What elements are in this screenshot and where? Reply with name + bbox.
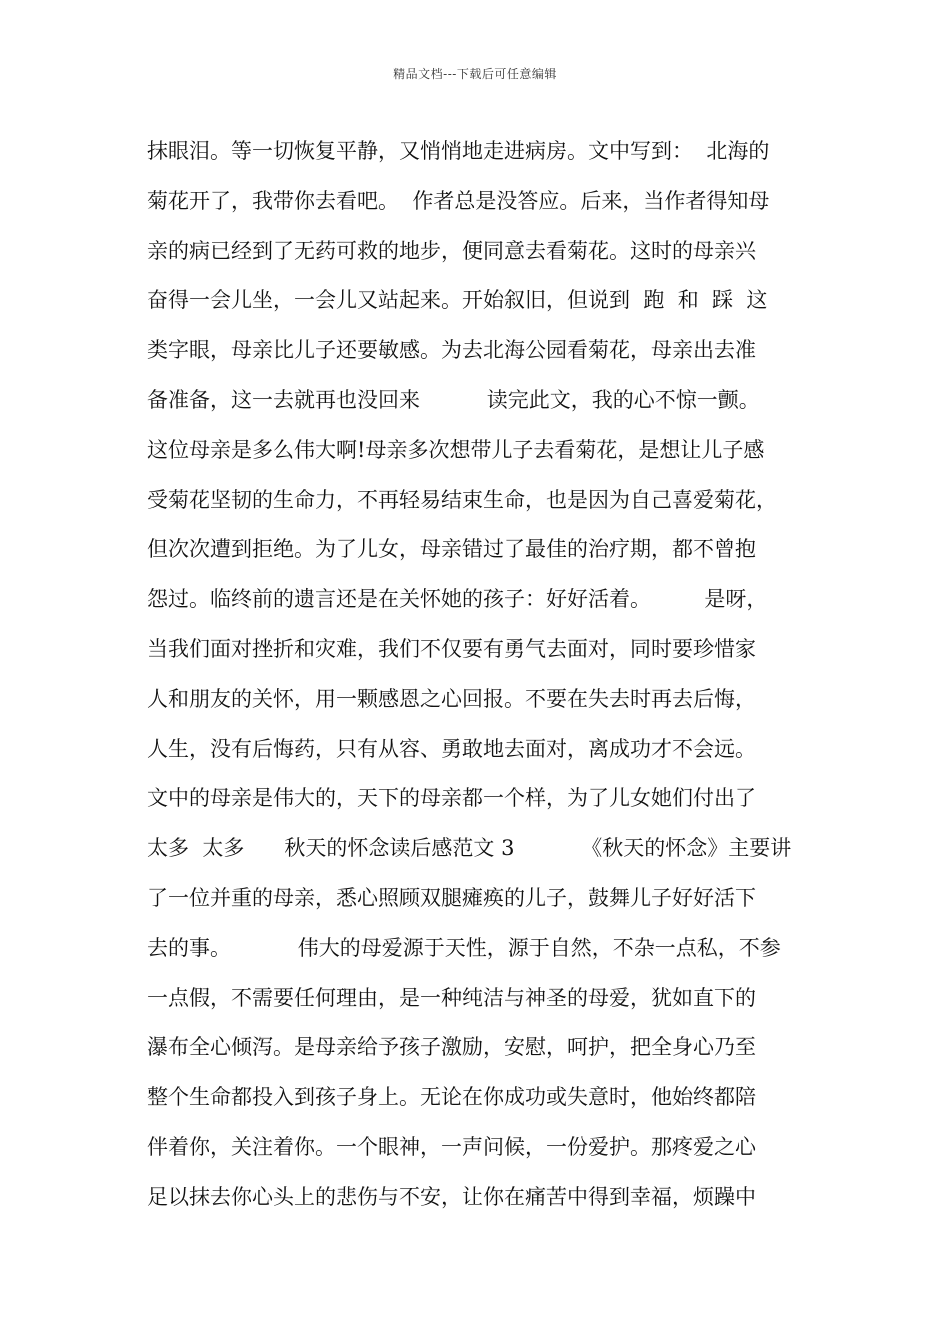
text-line: 怨过。临终前的遗言还是在关怀她的孩子：好好活着。 是呀，: [147, 587, 768, 612]
text-line: 当我们面对挫折和灾难，我们不仅要有勇气去面对，同时要珍惜家: [147, 636, 756, 661]
text-line: 文中的母亲是伟大的，天下的母亲都一个样，为了儿女她们付出了: [147, 786, 756, 811]
text-line: 伴着你，关注着你。一个眼神，一声问候，一份爱护。那疼爱之心: [147, 1134, 756, 1159]
page-header: 精品文档---下载后可任意编辑: [393, 67, 557, 81]
text-line: 亲的病已经到了无药可救的地步，便同意去看菊花。这时的母亲兴: [147, 238, 756, 263]
text-line: 太多 太多 秋天的怀念读后感范文 3 《秋天的怀念》主要讲: [147, 836, 792, 861]
text-line: 奋得一会儿坐，一会儿又站起来。开始叙旧，但说到 跑 和 踩 这: [147, 288, 768, 313]
text-line: 人和朋友的关怀，用一颗感恩之心回报。不要在失去时再去后悔，: [147, 686, 756, 711]
text-line: 瀑布全心倾泻。是母亲给予孩子激励，安慰，呵护，把全身心乃至: [147, 1035, 756, 1060]
document-body: [147, 131, 837, 1227]
text-line: 备准备，这一去就再也没回来 读完此文，我的心不惊一颤。: [147, 387, 760, 412]
text-line: 菊花开了，我带你去看吧。 作者总是没答应。后来，当作者得知母: [147, 188, 770, 213]
text-line: 去的事。 伟大的母爱源于天性，源于自然，不杂一点私，不参: [147, 935, 781, 960]
text-line: 但次次遭到拒绝。为了儿女，母亲错过了最佳的治疗期，都不曾抱: [147, 537, 756, 562]
text-line: 这位母亲是多么伟大啊!母亲多次想带儿子去看菊花，是想让儿子感: [147, 437, 765, 462]
text-line: 抹眼泪。等一切恢复平静，又悄悄地走进病房。文中写到： 北海的: [147, 139, 770, 163]
text-line: 了一位并重的母亲，悉心照顾双腿瘫痪的儿子，鼓舞儿子好好活下: [147, 885, 756, 910]
text-line: 受菊花坚韧的生命力，不再轻易结束生命，也是因为自己喜爱菊花，: [147, 487, 777, 512]
text-line: 人生，没有后悔药，只有从容、勇敢地去面对，离成功才不会远。: [147, 736, 756, 761]
text-line: 足以抹去你心头上的悲伤与不安，让你在痛苦中得到幸福，烦躁中: [147, 1184, 756, 1209]
text-line: 类字眼，母亲比儿子还要敏感。为去北海公园看菊花，母亲出去准: [147, 338, 756, 363]
text-line: 整个生命都投入到孩子身上。无论在你成功或失意时，他始终都陪: [147, 1085, 756, 1110]
text-line: 一点假，不需要任何理由，是一种纯洁与神圣的母爱，犹如直下的: [147, 985, 756, 1010]
